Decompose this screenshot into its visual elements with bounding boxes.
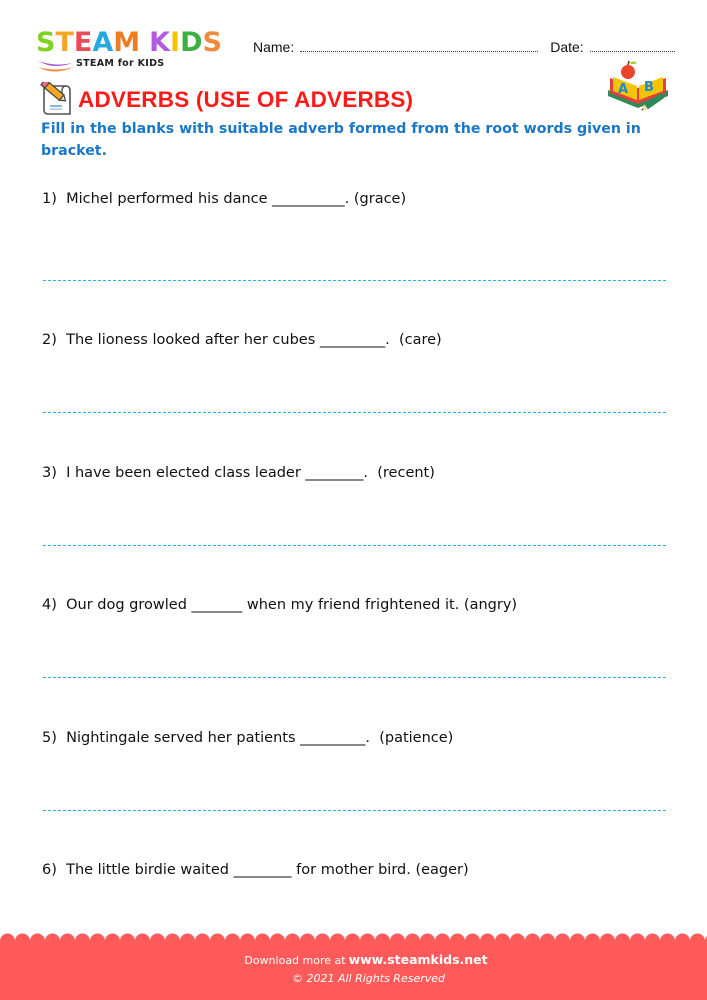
answer-line-5[interactable]: [43, 810, 666, 811]
page-title: ADVERBS (USE OF ADVERBS): [78, 87, 414, 112]
footer: [0, 940, 707, 1000]
question-number: 2): [42, 332, 57, 348]
date-label: Date:: [550, 39, 584, 55]
footer-download: [0, 952, 707, 967]
answer-line-2[interactable]: [43, 412, 666, 413]
answer-line-4[interactable]: [43, 677, 666, 678]
date-field[interactable]: [590, 40, 675, 52]
question-text: The lioness looked after her cubes _________. (care): [66, 332, 442, 348]
question-text: Our dog growled _______ when my friend frightened it. (angry): [66, 597, 518, 613]
question-1: [42, 191, 406, 207]
question-text: I have been elected class leader ________. (recent): [66, 465, 435, 481]
question-3: [42, 465, 435, 481]
abc-book-apple-icon: [604, 60, 672, 114]
question-text: The little birdie waited ________ for mother bird. (eager): [66, 862, 469, 878]
logo-letter: E: [73, 27, 93, 58]
name-label: Name:: [253, 39, 295, 55]
name-date-fields: [253, 39, 675, 55]
instructions-text: Fill in the blanks with suitable adverb formed from the root words given in bracket.: [41, 121, 641, 159]
logo-letter: S: [202, 27, 222, 58]
name-field[interactable]: [300, 40, 538, 52]
answer-line-3[interactable]: [43, 545, 666, 546]
logo-letter: D: [180, 27, 203, 58]
logo-subtitle: STEAM for KIDS: [76, 58, 165, 69]
question-number: 3): [42, 465, 57, 481]
svg-text:A: A: [618, 82, 629, 97]
steam-kids-logo: [36, 28, 236, 78]
question-2: [42, 332, 442, 348]
question-number: 5): [42, 730, 57, 746]
copyright-text: © 2021 All Rights Reserved: [291, 972, 445, 985]
smile-swoosh-icon: [36, 58, 76, 76]
question-text: Nightingale served her patients _________. (patience): [66, 730, 454, 746]
logo-letter: S: [36, 27, 56, 58]
logo-letter: A: [92, 27, 114, 58]
logo-letter: I: [170, 27, 181, 58]
logo-letter: M: [113, 27, 141, 58]
logo-letter: K: [149, 27, 171, 58]
worksheet-title: [36, 82, 413, 118]
question-number: 4): [42, 597, 57, 613]
question-text: Michel performed his dance __________. (grace): [66, 191, 407, 207]
logo-letter: T: [55, 27, 74, 58]
download-text: Download more at: [244, 954, 346, 967]
logo-wordmark: [36, 28, 236, 58]
svg-text:B: B: [644, 80, 654, 95]
question-5: [42, 730, 453, 746]
question-6: [42, 862, 469, 878]
answer-line-1[interactable]: [43, 280, 666, 281]
question-number: 1): [42, 191, 57, 207]
question-number: 6): [42, 862, 57, 878]
website-link[interactable]: www.steamkids.net: [348, 952, 488, 967]
pencil-paper-icon: [36, 82, 76, 118]
question-4: [42, 597, 517, 613]
